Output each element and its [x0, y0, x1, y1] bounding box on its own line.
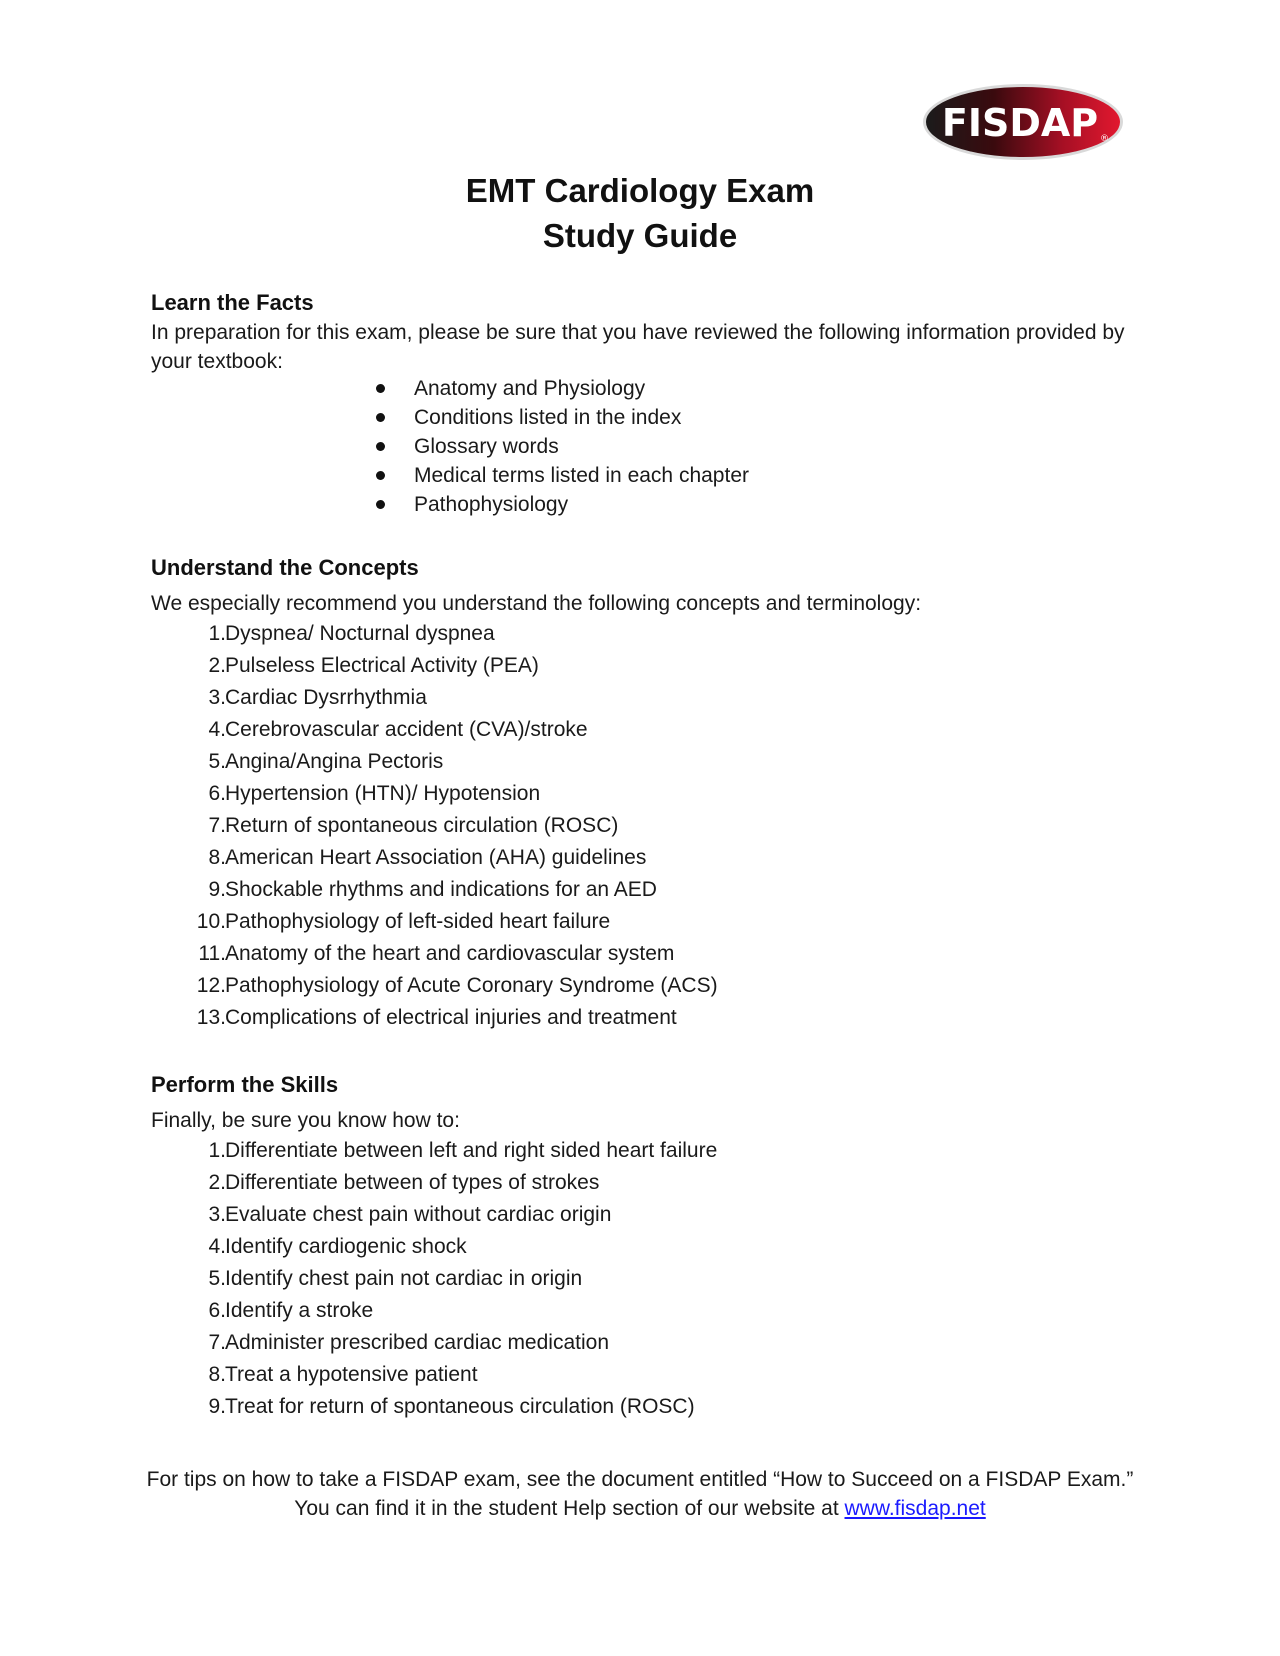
list-item-text: Glossary words: [414, 435, 559, 458]
list-item: [186, 1391, 695, 1423]
list-item-number: 9.: [208, 1395, 226, 1418]
list-item-text: Differentiate between of types of strokes: [225, 1171, 600, 1194]
fisdap-logo: [920, 80, 1126, 164]
concepts-list: [186, 618, 718, 1034]
list-item-number: 3.: [208, 686, 226, 709]
logo-registered-mark: ®: [1100, 134, 1109, 144]
list-item-number: 2.: [208, 1171, 226, 1194]
footer-note: [0, 1465, 1280, 1523]
list-item-number: 7.: [208, 814, 226, 837]
list-item-text: Differentiate between left and right sided heart failure: [225, 1139, 718, 1162]
list-item: [186, 778, 541, 810]
list-item-text: American Heart Association (AHA) guidelines: [225, 846, 647, 869]
list-item: [186, 874, 657, 906]
list-item: [186, 1135, 718, 1167]
list-item-text: Medical terms listed in each chapter: [414, 464, 749, 487]
list-item: [186, 1231, 467, 1263]
list-item: [376, 490, 749, 519]
bullet-icon: [376, 413, 385, 422]
list-item-text: Shockable rhythms and indications for an AED: [225, 878, 657, 901]
list-item-number: 3.: [208, 1203, 226, 1226]
list-item: [186, 810, 619, 842]
facts-heading: Learn the Facts: [151, 290, 314, 315]
list-item-text: Return of spontaneous circulation (ROSC): [225, 814, 619, 837]
facts-list: [376, 374, 749, 519]
list-item-text: Cerebrovascular accident (CVA)/stroke: [225, 718, 588, 741]
list-item-text: Pathophysiology: [414, 493, 569, 516]
list-item-text: Identify cardiogenic shock: [225, 1235, 467, 1258]
list-item: [186, 970, 718, 1002]
list-item-text: Anatomy of the heart and cardiovascular system: [225, 942, 675, 965]
concepts-intro: We especially recommend you understand the following concepts and terminology:: [151, 592, 922, 615]
logo-text: FISDAP: [941, 101, 1099, 145]
list-item-text: Anatomy and Physiology: [414, 377, 646, 400]
list-item-number: 8.: [208, 846, 226, 869]
bullet-icon: [376, 442, 385, 451]
bullet-icon: [376, 500, 385, 509]
list-item: [186, 1167, 600, 1199]
title-line-2: Study Guide: [542, 217, 738, 254]
skills-list: [186, 1135, 718, 1423]
list-item: [186, 746, 444, 778]
list-item: [376, 374, 749, 403]
title-line-1: EMT Cardiology Exam: [465, 172, 815, 209]
list-item-number: 9.: [208, 878, 226, 901]
list-item: [186, 938, 675, 970]
list-item-text: Cardiac Dysrrhythmia: [225, 686, 427, 709]
list-item-number: 8.: [208, 1363, 226, 1386]
list-item-text: Treat a hypotensive patient: [225, 1363, 478, 1386]
list-item: [186, 1199, 612, 1231]
list-item: [186, 1359, 478, 1391]
list-item-number: 2.: [208, 654, 226, 677]
list-item-number: 1.: [208, 622, 226, 645]
website-link[interactable]: www.fisdap.net: [844, 1497, 986, 1520]
list-item: [186, 1295, 374, 1327]
list-item-text: Treat for return of spontaneous circulation (ROSC): [225, 1395, 695, 1418]
list-item-text: Conditions listed in the index: [414, 406, 682, 429]
list-item-number: 6.: [208, 1299, 226, 1322]
list-item-text: Identify chest pain not cardiac in origin: [225, 1267, 583, 1290]
list-item-text: Angina/Angina Pectoris: [225, 750, 444, 773]
list-item-text: Pathophysiology of left-sided heart failure: [225, 910, 611, 933]
list-item: [186, 906, 611, 938]
bullet-icon: [376, 384, 385, 393]
list-item-number: 4.: [208, 1235, 226, 1258]
list-item: [376, 403, 749, 432]
footer-line-2-text: You can find it in the student Help section of our website at: [294, 1497, 845, 1520]
list-item: [186, 1263, 583, 1295]
facts-intro: In preparation for this exam, please be sure that you have reviewed the following information provided by your textbook:: [151, 321, 1125, 373]
list-item: [186, 682, 427, 714]
concepts-heading: Understand the Concepts: [151, 555, 419, 580]
list-item-text: Dyspnea/ Nocturnal dyspnea: [225, 622, 495, 645]
list-item-number: 11.: [198, 942, 226, 965]
skills-intro: Finally, be sure you know how to:: [151, 1109, 460, 1132]
list-item-number: 1.: [208, 1139, 226, 1162]
list-item: [186, 842, 647, 874]
list-item-number: 5.: [208, 750, 226, 773]
list-item-text: Hypertension (HTN)/ Hypotension: [225, 782, 541, 805]
list-item-number: 12.: [196, 974, 226, 997]
skills-heading: Perform the Skills: [151, 1072, 339, 1097]
list-item-number: 13.: [196, 1006, 226, 1029]
list-item: [186, 650, 539, 682]
list-item: [376, 461, 749, 490]
list-item: [186, 714, 588, 746]
list-item: [186, 1327, 609, 1359]
footer-line-1: For tips on how to take a FISDAP exam, see the document entitled “How to Succeed on a FISDAP Exam.”: [146, 1468, 1134, 1491]
list-item: [186, 618, 495, 650]
page-title: [0, 168, 1280, 258]
list-item-number: 10.: [196, 910, 226, 933]
fisdap-logo-icon: [920, 80, 1126, 164]
list-item-number: 7.: [208, 1331, 226, 1354]
list-item: [186, 1002, 677, 1034]
list-item-number: 6.: [208, 782, 226, 805]
list-item-text: Pathophysiology of Acute Coronary Syndrome (ACS): [225, 974, 718, 997]
list-item-number: 4.: [208, 718, 226, 741]
bullet-icon: [376, 471, 385, 480]
list-item-text: Complications of electrical injuries and treatment: [225, 1006, 677, 1029]
footer-line-2: [0, 1494, 1280, 1523]
list-item-number: 5.: [208, 1267, 226, 1290]
list-item-text: Administer prescribed cardiac medication: [225, 1331, 609, 1354]
list-item-text: Identify a stroke: [225, 1299, 374, 1322]
list-item-text: Evaluate chest pain without cardiac origin: [225, 1203, 612, 1226]
list-item: [376, 432, 749, 461]
list-item-text: Pulseless Electrical Activity (PEA): [225, 654, 539, 677]
